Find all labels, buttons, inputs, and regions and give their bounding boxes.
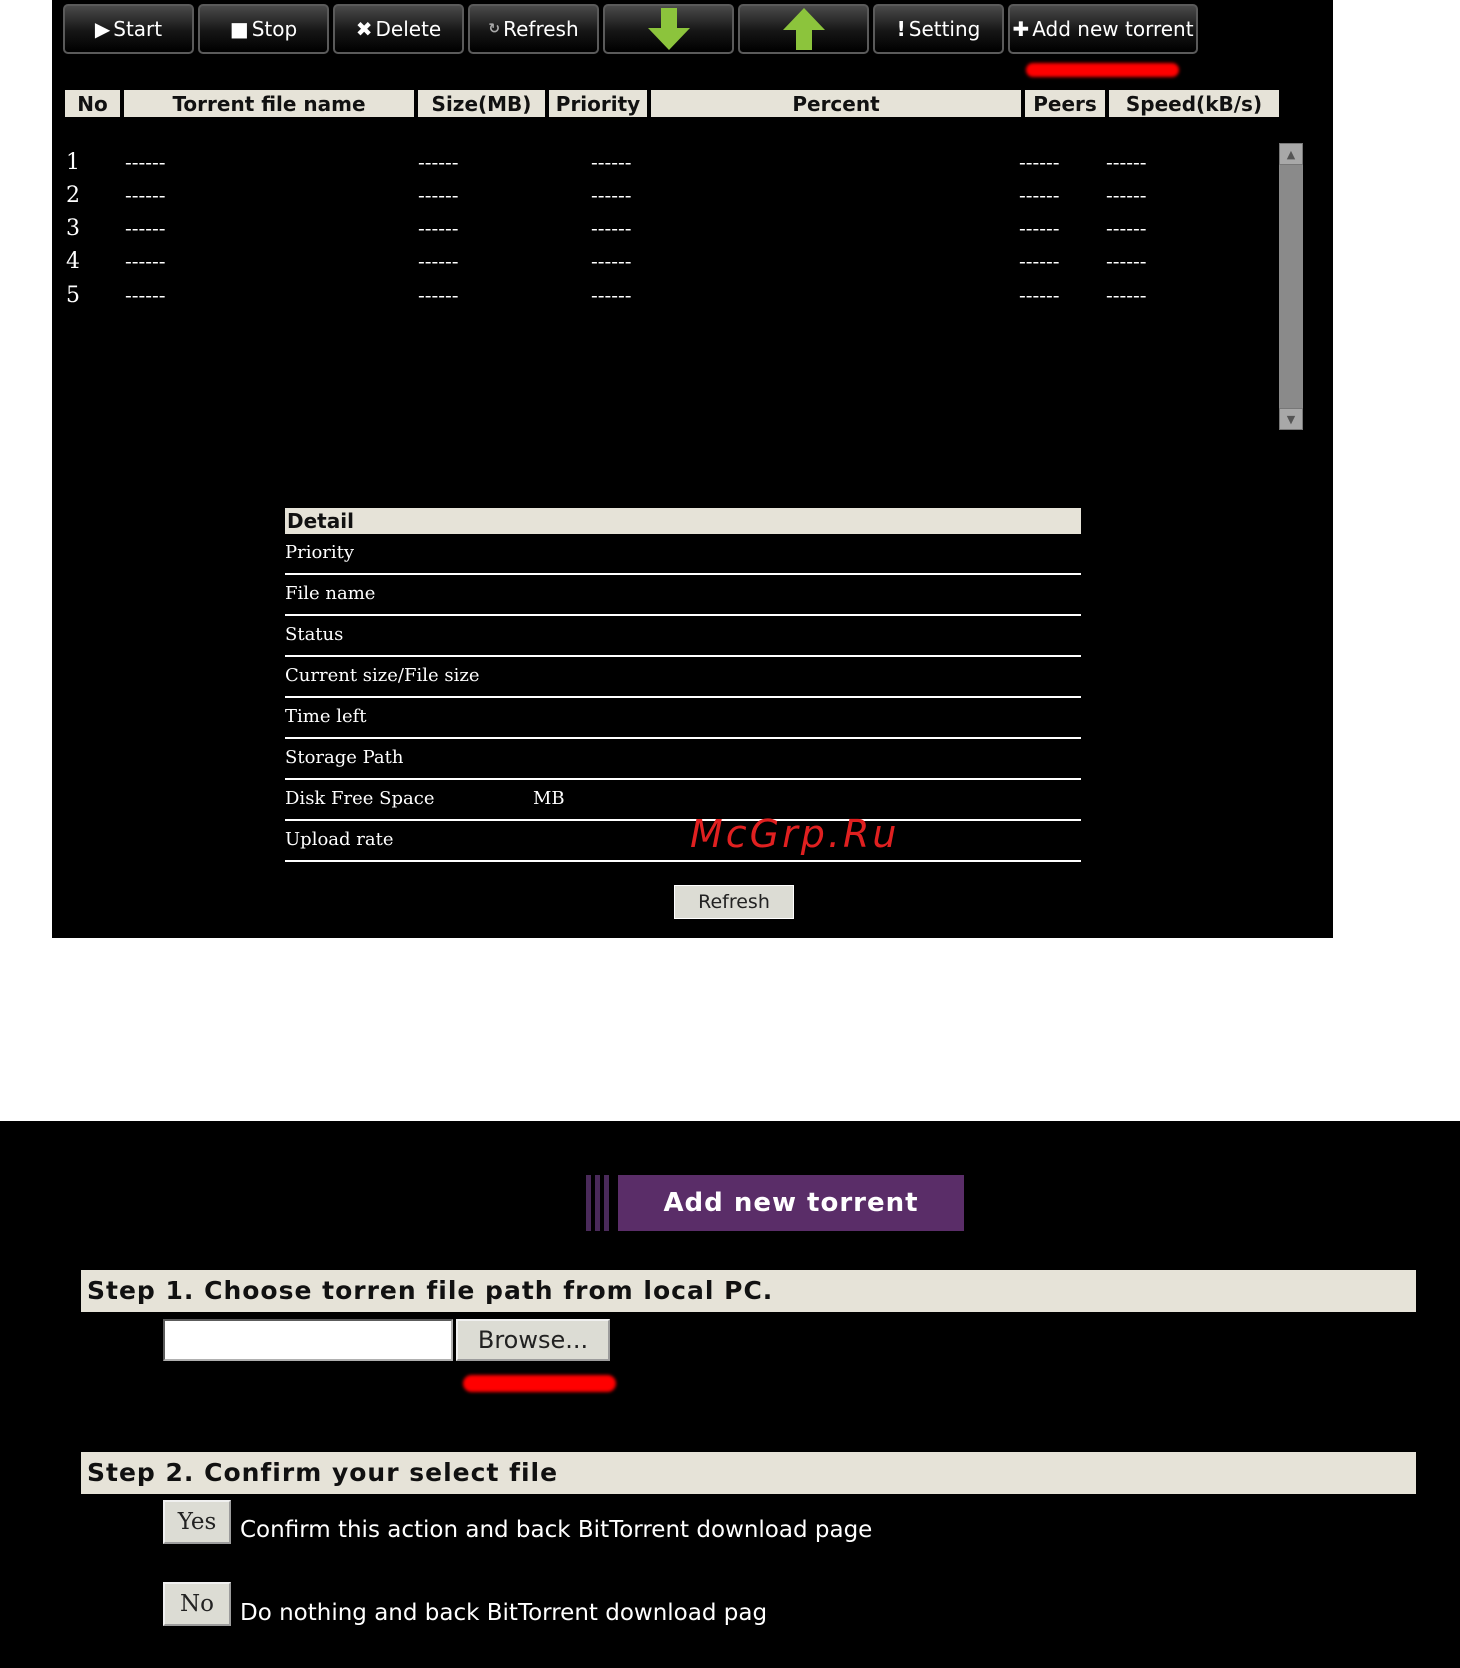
row-name: ------ xyxy=(125,183,166,207)
detail-label: Upload rate xyxy=(285,829,394,850)
step2-heading: Step 2. Confirm your select file xyxy=(81,1452,1416,1494)
add-new-torrent-button[interactable] xyxy=(1008,4,1198,54)
detail-title: Detail xyxy=(285,508,1081,534)
add-torrent-dialog xyxy=(0,1121,1460,1668)
col-header-name: Torrent file name xyxy=(124,90,414,117)
row-priority: ------ xyxy=(591,183,632,207)
row-speed: ------ xyxy=(1106,216,1147,240)
row-size: ------ xyxy=(418,216,459,240)
no-button[interactable]: No xyxy=(163,1582,231,1626)
detail-refresh-button[interactable]: Refresh xyxy=(674,885,794,919)
play-icon: ▶ xyxy=(94,17,111,41)
detail-label: Disk Free Space xyxy=(285,788,435,809)
row-priority: ------ xyxy=(591,150,632,174)
row-priority: ------ xyxy=(591,283,632,307)
detail-row-disk-free-space xyxy=(285,780,1081,821)
detail-row-storage-path xyxy=(285,739,1081,780)
plus-icon: ✚ xyxy=(1012,17,1030,41)
row-priority: ------ xyxy=(591,249,632,273)
col-header-peers: Peers xyxy=(1025,90,1105,117)
table-row[interactable] xyxy=(52,150,1252,180)
row-speed: ------ xyxy=(1106,283,1147,307)
detail-row-file-name xyxy=(285,575,1081,616)
title-decoration xyxy=(586,1175,610,1231)
col-header-speed: Speed(kB/s) xyxy=(1109,90,1279,117)
yes-description: Confirm this action and back BitTorrent download page xyxy=(240,1517,873,1543)
detail-label: File name xyxy=(285,583,376,604)
delete-x-icon: ✖ xyxy=(355,17,373,41)
add-new-torrent-button-label: Add new torrent xyxy=(1032,17,1194,41)
torrent-file-input[interactable] xyxy=(163,1319,453,1361)
row-no: 2 xyxy=(66,183,80,208)
row-size: ------ xyxy=(418,249,459,273)
dialog-title: Add new torrent xyxy=(618,1175,964,1231)
table-scrollbar[interactable] xyxy=(1279,143,1303,430)
start-button[interactable] xyxy=(63,4,194,54)
move-up-button[interactable] xyxy=(738,4,869,54)
row-peers: ------ xyxy=(1019,150,1060,174)
row-speed: ------ xyxy=(1106,183,1147,207)
refresh-icon: ↻ xyxy=(488,21,501,37)
download-arrow-icon xyxy=(646,8,692,50)
detail-row-time-left xyxy=(285,698,1081,739)
row-size: ------ xyxy=(418,150,459,174)
detail-label: Current size/File size xyxy=(285,665,480,686)
detail-label: Time left xyxy=(285,706,367,727)
delete-button[interactable] xyxy=(333,4,464,54)
table-row[interactable] xyxy=(52,249,1252,279)
detail-label: Priority xyxy=(285,542,355,563)
row-name: ------ xyxy=(125,216,166,240)
row-speed: ------ xyxy=(1106,249,1147,273)
detail-value: MB xyxy=(533,788,565,809)
row-size: ------ xyxy=(418,283,459,307)
setting-button-label: Setting xyxy=(908,17,981,41)
annotation-highlight xyxy=(1026,63,1179,77)
col-header-priority: Priority xyxy=(549,90,647,117)
refresh-button[interactable] xyxy=(468,4,599,54)
row-no: 5 xyxy=(66,283,80,308)
detail-label: Storage Path xyxy=(285,747,404,768)
table-row[interactable] xyxy=(52,216,1252,246)
browse-button[interactable]: Browse... xyxy=(456,1319,610,1361)
row-speed: ------ xyxy=(1106,150,1147,174)
setting-button[interactable] xyxy=(873,4,1004,54)
stop-square-icon: ■ xyxy=(229,17,249,41)
yes-button[interactable]: Yes xyxy=(163,1500,231,1544)
row-peers: ------ xyxy=(1019,216,1060,240)
refresh-button-label: Refresh xyxy=(503,17,579,41)
stop-button[interactable] xyxy=(198,4,329,54)
annotation-highlight xyxy=(463,1375,616,1392)
row-priority: ------ xyxy=(591,216,632,240)
stop-button-label: Stop xyxy=(251,17,298,41)
torrent-list-panel xyxy=(52,0,1333,938)
row-peers: ------ xyxy=(1019,249,1060,273)
row-name: ------ xyxy=(125,249,166,273)
row-no: 4 xyxy=(66,249,80,274)
no-description: Do nothing and back BitTorrent download pag xyxy=(240,1600,768,1626)
scroll-down-icon[interactable]: ▼ xyxy=(1279,408,1303,430)
row-no: 3 xyxy=(66,216,80,241)
row-name: ------ xyxy=(125,150,166,174)
delete-button-label: Delete xyxy=(375,17,442,41)
col-header-percent: Percent xyxy=(651,90,1021,117)
table-row[interactable] xyxy=(52,183,1252,213)
row-size: ------ xyxy=(418,183,459,207)
detail-row-status xyxy=(285,616,1081,657)
exclamation-icon: ! xyxy=(896,17,906,41)
row-peers: ------ xyxy=(1019,283,1060,307)
col-header-no: No xyxy=(65,90,120,117)
col-header-size: Size(MB) xyxy=(418,90,545,117)
start-button-label: Start xyxy=(113,17,163,41)
watermark-text: McGrp.Ru xyxy=(690,812,900,856)
row-name: ------ xyxy=(125,283,166,307)
detail-panel xyxy=(285,508,1081,862)
table-row[interactable] xyxy=(52,283,1252,313)
detail-row-priority xyxy=(285,534,1081,575)
scroll-up-icon[interactable]: ▲ xyxy=(1279,143,1303,165)
detail-row-current-size xyxy=(285,657,1081,698)
row-peers: ------ xyxy=(1019,183,1060,207)
detail-label: Status xyxy=(285,624,344,645)
upload-arrow-icon xyxy=(781,8,827,50)
step1-heading: Step 1. Choose torren file path from local PC. xyxy=(81,1270,1416,1312)
move-down-button[interactable] xyxy=(603,4,734,54)
row-no: 1 xyxy=(66,150,80,175)
detail-row-upload-rate xyxy=(285,821,1081,862)
